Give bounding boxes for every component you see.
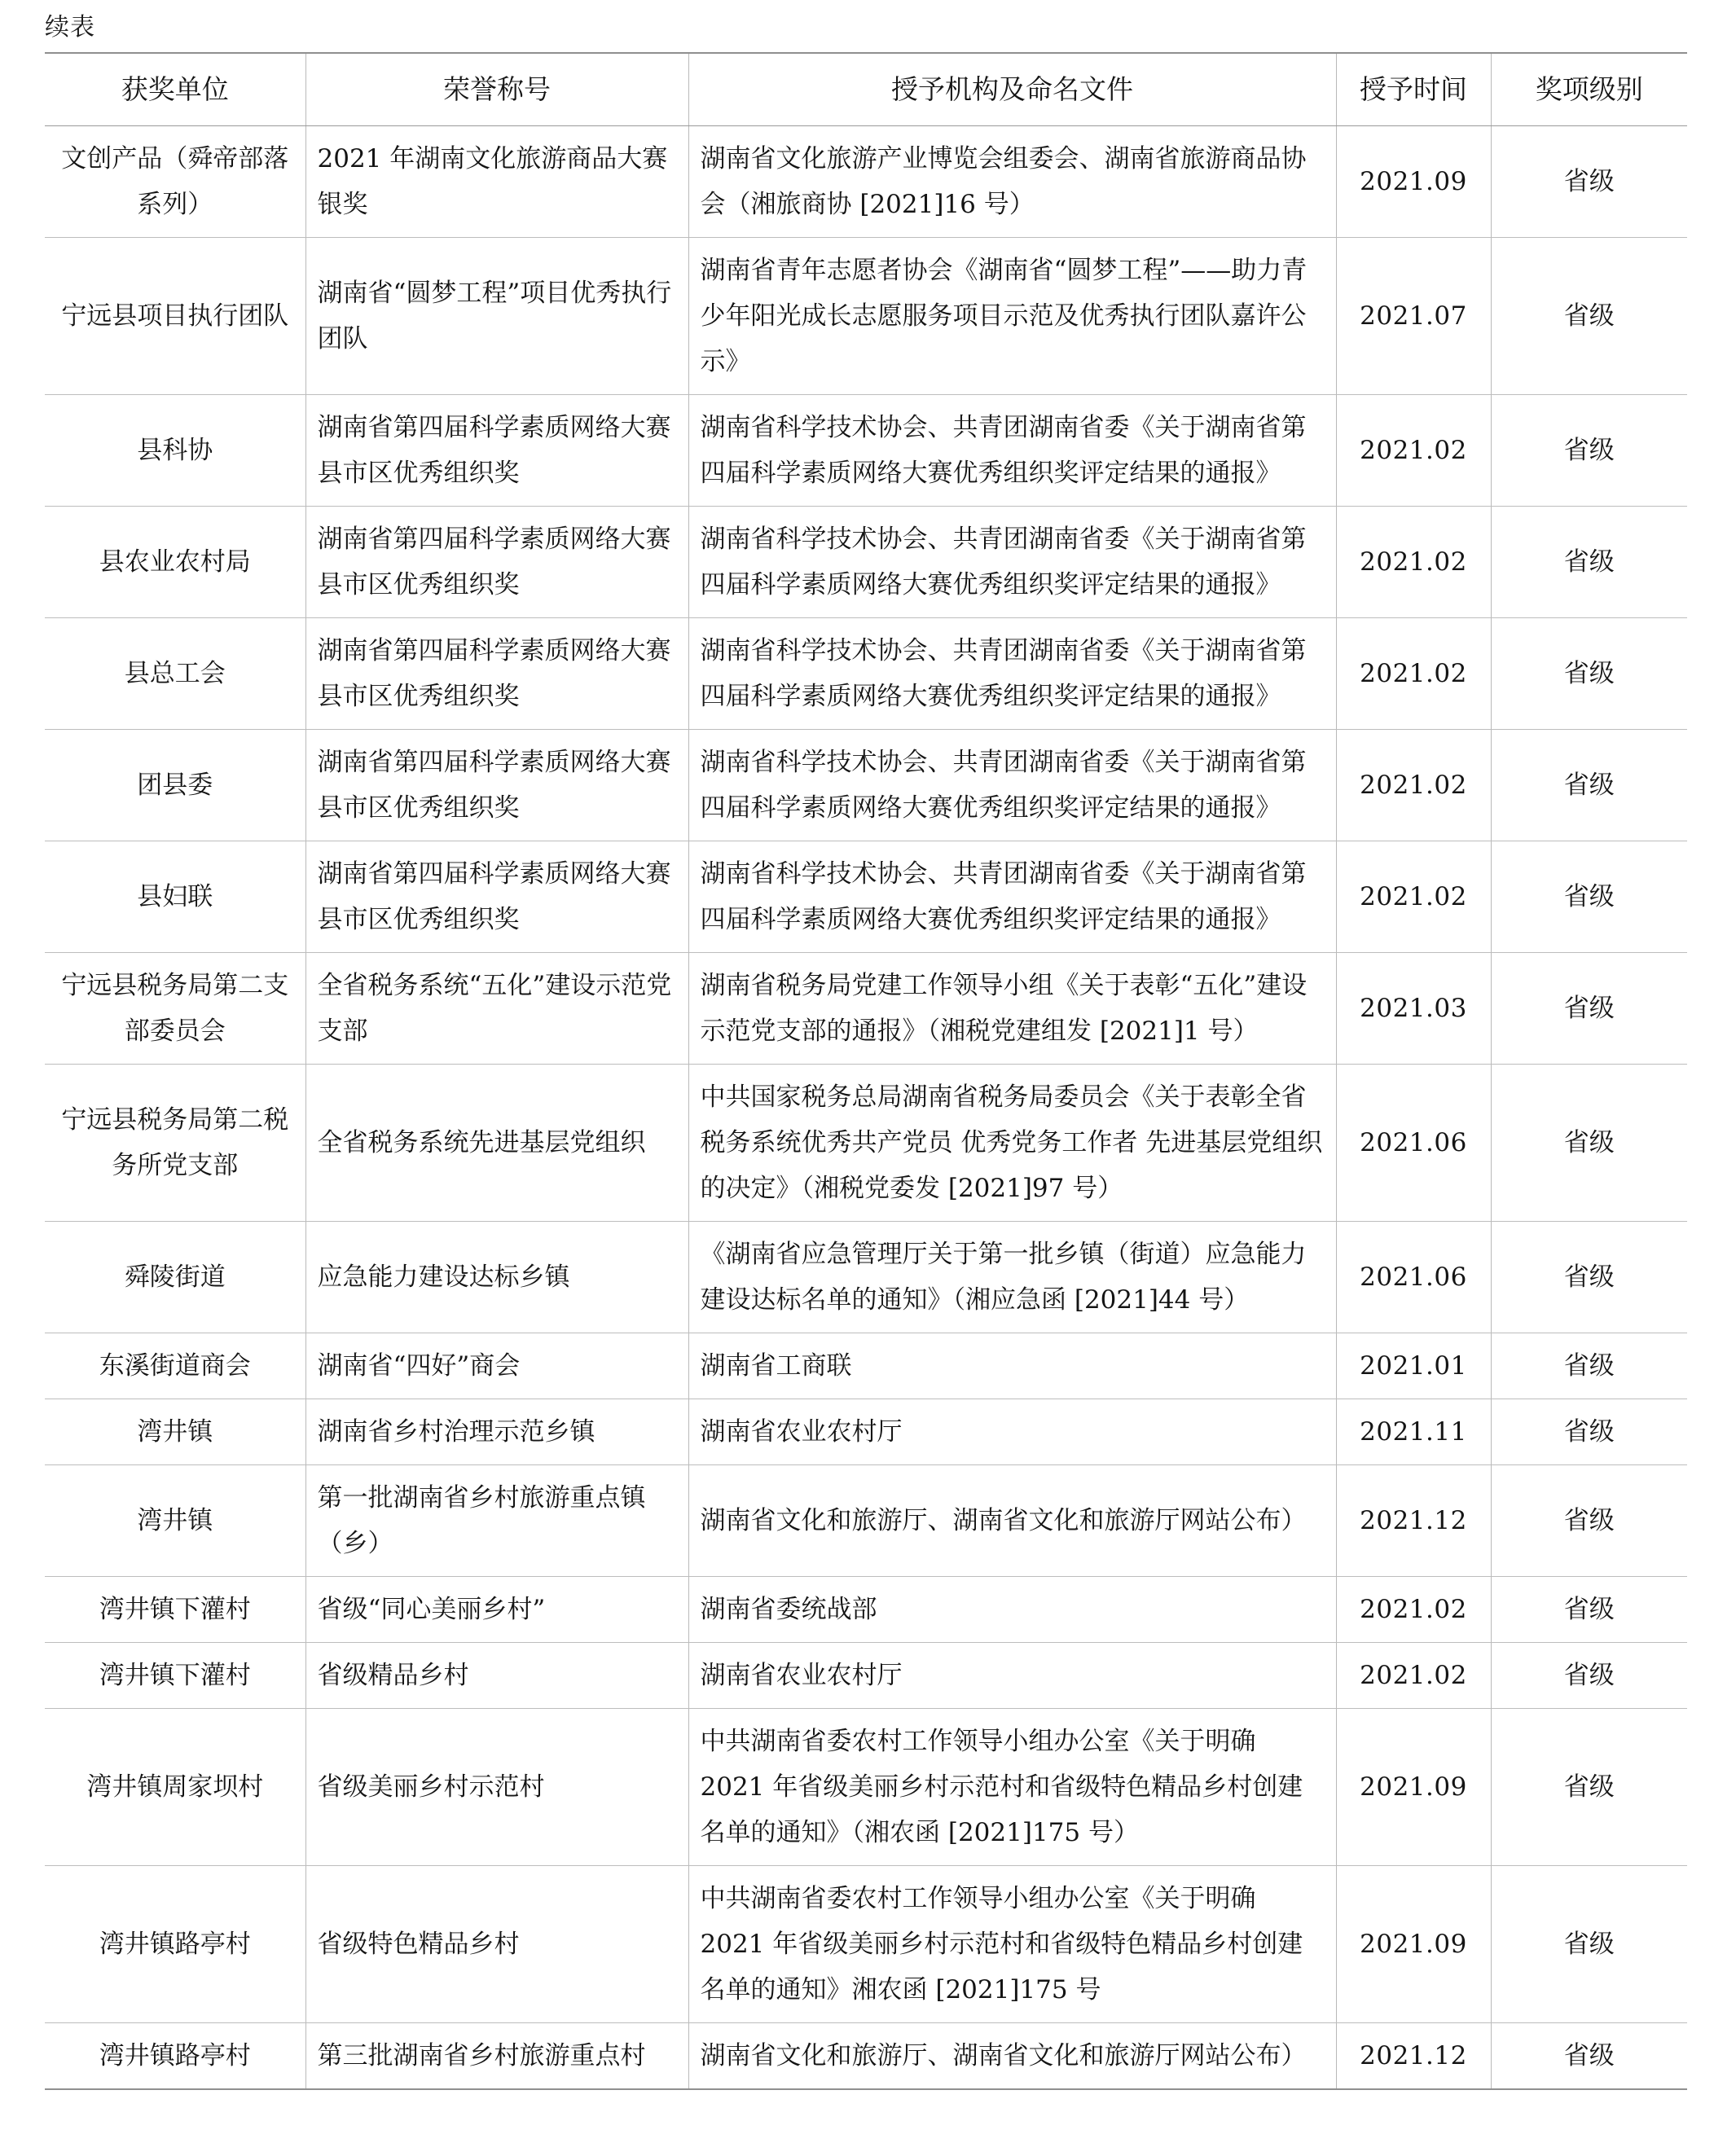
cell-unit: 湾井镇 xyxy=(45,1465,305,1577)
table-row xyxy=(45,841,1687,953)
cell-unit: 县科协 xyxy=(45,395,305,507)
cell-time: 2021.11 xyxy=(1336,1399,1491,1465)
column-header-time: 授予时间 xyxy=(1336,53,1491,126)
cell-unit: 宁远县项目执行团队 xyxy=(45,238,305,395)
cell-unit: 湾井镇下灌村 xyxy=(45,1643,305,1709)
table-row xyxy=(45,1577,1687,1643)
continued-table-label: 续表 xyxy=(45,13,95,42)
cell-level: 省级 xyxy=(1491,730,1687,841)
cell-unit: 湾井镇路亭村 xyxy=(45,2023,305,2090)
cell-org: 湖南省文化和旅游厅、湖南省文化和旅游厅网站公布） xyxy=(688,2023,1336,2090)
table-row xyxy=(45,1866,1687,2023)
column-header-unit: 获奖单位 xyxy=(45,53,305,126)
cell-unit: 湾井镇路亭村 xyxy=(45,1866,305,2023)
cell-org: 湖南省科学技术协会、共青团湖南省委《关于湖南省第四届科学素质网络大赛优秀组织奖评定结果的通报》 xyxy=(688,730,1336,841)
cell-level: 省级 xyxy=(1491,395,1687,507)
cell-org: 中共国家税务总局湖南省税务局委员会《关于表彰全省税务系统优秀共产党员 优秀党务工作者 先进基层党组织的决定》（湘税党委发 [2021]97 号） xyxy=(688,1065,1336,1222)
cell-time: 2021.02 xyxy=(1336,841,1491,953)
cell-time: 2021.02 xyxy=(1336,1577,1491,1643)
cell-level: 省级 xyxy=(1491,841,1687,953)
cell-time: 2021.02 xyxy=(1336,730,1491,841)
table-header xyxy=(45,53,1687,126)
table-row xyxy=(45,1709,1687,1866)
column-header-honor: 荣誉称号 xyxy=(305,53,688,126)
cell-honor: 湖南省第四届科学素质网络大赛县市区优秀组织奖 xyxy=(305,507,688,618)
cell-unit: 湾井镇 xyxy=(45,1399,305,1465)
cell-unit: 县妇联 xyxy=(45,841,305,953)
cell-time: 2021.09 xyxy=(1336,126,1491,238)
cell-level: 省级 xyxy=(1491,507,1687,618)
cell-time: 2021.09 xyxy=(1336,1866,1491,2023)
cell-time: 2021.02 xyxy=(1336,507,1491,618)
cell-unit: 东溪街道商会 xyxy=(45,1333,305,1399)
cell-time: 2021.06 xyxy=(1336,1065,1491,1222)
column-header-org: 授予机构及命名文件 xyxy=(688,53,1336,126)
cell-level: 省级 xyxy=(1491,618,1687,730)
cell-honor: 第三批湖南省乡村旅游重点村 xyxy=(305,2023,688,2090)
cell-level: 省级 xyxy=(1491,1065,1687,1222)
cell-time: 2021.02 xyxy=(1336,618,1491,730)
table-row xyxy=(45,126,1687,238)
table-body xyxy=(45,126,1687,2090)
cell-time: 2021.12 xyxy=(1336,1465,1491,1577)
cell-org: 《湖南省应急管理厅关于第一批乡镇（街道）应急能力建设达标名单的通知》（湘应急函 [2021]44 号） xyxy=(688,1222,1336,1333)
award-table xyxy=(45,52,1687,2090)
cell-unit: 团县委 xyxy=(45,730,305,841)
cell-unit: 县总工会 xyxy=(45,618,305,730)
table-row xyxy=(45,1222,1687,1333)
cell-time: 2021.02 xyxy=(1336,395,1491,507)
cell-honor: 湖南省“四好”商会 xyxy=(305,1333,688,1399)
table-row xyxy=(45,1333,1687,1399)
cell-level: 省级 xyxy=(1491,2023,1687,2090)
cell-level: 省级 xyxy=(1491,1709,1687,1866)
cell-org: 湖南省税务局党建工作领导小组《关于表彰“五化”建设示范党支部的通报》（湘税党建组发 [2021]1 号） xyxy=(688,953,1336,1065)
cell-org: 湖南省农业农村厅 xyxy=(688,1399,1336,1465)
cell-level: 省级 xyxy=(1491,1333,1687,1399)
cell-honor: 省级美丽乡村示范村 xyxy=(305,1709,688,1866)
award-table-container xyxy=(45,52,1687,2090)
cell-honor: 应急能力建设达标乡镇 xyxy=(305,1222,688,1333)
cell-honor: 全省税务系统先进基层党组织 xyxy=(305,1065,688,1222)
cell-unit: 宁远县税务局第二税务所党支部 xyxy=(45,1065,305,1222)
table-row xyxy=(45,618,1687,730)
cell-level: 省级 xyxy=(1491,953,1687,1065)
cell-org: 湖南省科学技术协会、共青团湖南省委《关于湖南省第四届科学素质网络大赛优秀组织奖评定结果的通报》 xyxy=(688,395,1336,507)
table-row xyxy=(45,395,1687,507)
cell-level: 省级 xyxy=(1491,1643,1687,1709)
cell-level: 省级 xyxy=(1491,1222,1687,1333)
cell-org: 中共湖南省委农村工作领导小组办公室《关于明确 2021 年省级美丽乡村示范村和省级特色精品乡村创建名单的通知》（湘农函 [2021]175 号） xyxy=(688,1709,1336,1866)
cell-unit: 湾井镇周家坝村 xyxy=(45,1709,305,1866)
table-row xyxy=(45,730,1687,841)
cell-org: 湖南省委统战部 xyxy=(688,1577,1336,1643)
table-row xyxy=(45,507,1687,618)
cell-time: 2021.06 xyxy=(1336,1222,1491,1333)
cell-honor: 湖南省第四届科学素质网络大赛县市区优秀组织奖 xyxy=(305,841,688,953)
cell-org: 湖南省工商联 xyxy=(688,1333,1336,1399)
cell-org: 湖南省科学技术协会、共青团湖南省委《关于湖南省第四届科学素质网络大赛优秀组织奖评定结果的通报》 xyxy=(688,841,1336,953)
cell-honor: 省级精品乡村 xyxy=(305,1643,688,1709)
cell-org: 中共湖南省委农村工作领导小组办公室《关于明确 2021 年省级美丽乡村示范村和省级特色精品乡村创建名单的通知》湘农函 [2021]175 号 xyxy=(688,1866,1336,2023)
cell-honor: 省级特色精品乡村 xyxy=(305,1866,688,2023)
table-row xyxy=(45,1399,1687,1465)
cell-org: 湖南省文化和旅游厅、湖南省文化和旅游厅网站公布） xyxy=(688,1465,1336,1577)
table-row xyxy=(45,2023,1687,2090)
cell-time: 2021.07 xyxy=(1336,238,1491,395)
cell-honor: 湖南省第四届科学素质网络大赛县市区优秀组织奖 xyxy=(305,618,688,730)
cell-honor: 湖南省第四届科学素质网络大赛县市区优秀组织奖 xyxy=(305,395,688,507)
table-row xyxy=(45,953,1687,1065)
cell-unit: 舜陵街道 xyxy=(45,1222,305,1333)
column-header-level: 奖项级别 xyxy=(1491,53,1687,126)
cell-level: 省级 xyxy=(1491,1399,1687,1465)
cell-org: 湖南省文化旅游产业博览会组委会、湖南省旅游商品协会（湘旅商协 [2021]16 号） xyxy=(688,126,1336,238)
cell-honor: 省级“同心美丽乡村” xyxy=(305,1577,688,1643)
cell-level: 省级 xyxy=(1491,126,1687,238)
cell-time: 2021.03 xyxy=(1336,953,1491,1065)
cell-time: 2021.12 xyxy=(1336,2023,1491,2090)
cell-level: 省级 xyxy=(1491,1465,1687,1577)
cell-time: 2021.09 xyxy=(1336,1709,1491,1866)
cell-unit: 宁远县税务局第二支部委员会 xyxy=(45,953,305,1065)
table-row xyxy=(45,1643,1687,1709)
table-row xyxy=(45,1065,1687,1222)
cell-org: 湖南省科学技术协会、共青团湖南省委《关于湖南省第四届科学素质网络大赛优秀组织奖评定结果的通报》 xyxy=(688,507,1336,618)
cell-unit: 湾井镇下灌村 xyxy=(45,1577,305,1643)
cell-level: 省级 xyxy=(1491,1866,1687,2023)
table-row xyxy=(45,1465,1687,1577)
cell-org: 湖南省青年志愿者协会《湖南省“圆梦工程”——助力青少年阳光成长志愿服务项目示范及优秀执行团队嘉许公示》 xyxy=(688,238,1336,395)
cell-honor: 第一批湖南省乡村旅游重点镇（乡） xyxy=(305,1465,688,1577)
cell-level: 省级 xyxy=(1491,238,1687,395)
cell-level: 省级 xyxy=(1491,1577,1687,1643)
table-row xyxy=(45,238,1687,395)
cell-honor: 全省税务系统“五化”建设示范党支部 xyxy=(305,953,688,1065)
cell-org: 湖南省科学技术协会、共青团湖南省委《关于湖南省第四届科学素质网络大赛优秀组织奖评定结果的通报》 xyxy=(688,618,1336,730)
cell-time: 2021.01 xyxy=(1336,1333,1491,1399)
cell-unit: 县农业农村局 xyxy=(45,507,305,618)
table-header-row xyxy=(45,53,1687,126)
cell-honor: 2021 年湖南文化旅游商品大赛银奖 xyxy=(305,126,688,238)
cell-time: 2021.02 xyxy=(1336,1643,1491,1709)
cell-honor: 湖南省乡村治理示范乡镇 xyxy=(305,1399,688,1465)
cell-org: 湖南省农业农村厅 xyxy=(688,1643,1336,1709)
cell-honor: 湖南省第四届科学素质网络大赛县市区优秀组织奖 xyxy=(305,730,688,841)
cell-honor: 湖南省“圆梦工程”项目优秀执行团队 xyxy=(305,238,688,395)
cell-unit: 文创产品（舜帝部落系列） xyxy=(45,126,305,238)
